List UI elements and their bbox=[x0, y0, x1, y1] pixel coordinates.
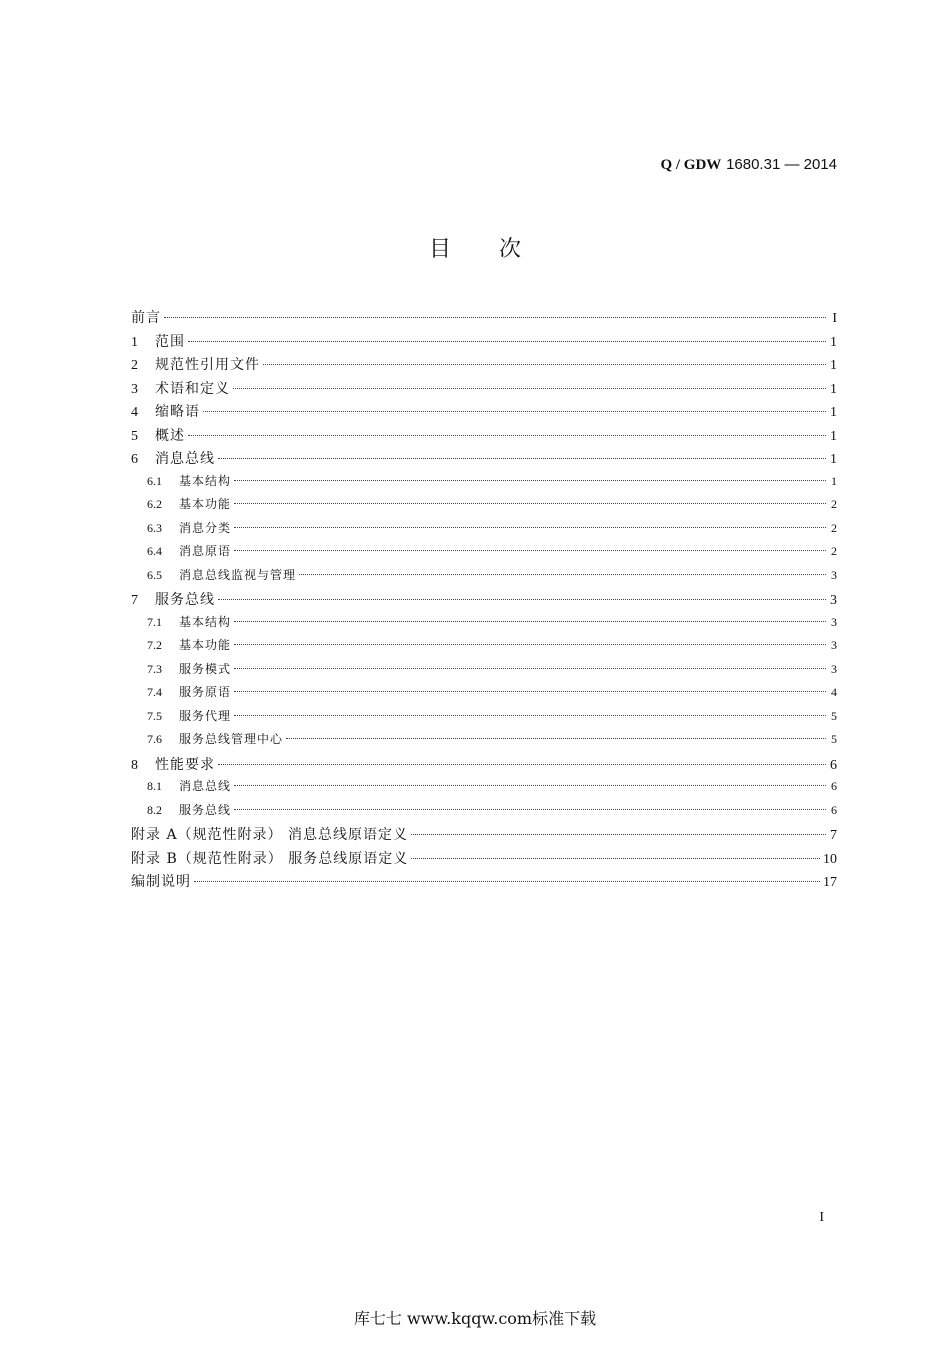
toc-entry[interactable] bbox=[131, 425, 837, 449]
toc-entry-number: 7.5 bbox=[147, 708, 162, 723]
toc-leader-dots bbox=[286, 738, 826, 739]
toc-leader-dots bbox=[234, 809, 826, 810]
toc-entry-page: 6 bbox=[831, 779, 837, 793]
toc-leader-dots bbox=[188, 341, 826, 342]
toc-entry-number: 8 bbox=[131, 757, 138, 773]
toc-entry-page: 5 bbox=[831, 732, 837, 746]
toc-entry[interactable] bbox=[131, 542, 837, 566]
toc-entry-label: 附录 A（规范性附录） 消息总线原语定义 bbox=[131, 827, 409, 843]
toc-entry-page: 1 bbox=[830, 381, 837, 397]
toc-entry-page: 5 bbox=[831, 708, 837, 723]
toc-leader-dots bbox=[234, 785, 826, 786]
toc-leader-dots bbox=[263, 364, 826, 365]
toc-entry-label: 规范性引用文件 bbox=[155, 357, 260, 373]
toc-leader-dots bbox=[234, 480, 826, 481]
toc-entry-number: 7.2 bbox=[147, 638, 162, 652]
toc-entry[interactable] bbox=[131, 824, 837, 848]
toc-entry[interactable] bbox=[131, 566, 837, 590]
page-number: I bbox=[819, 1210, 824, 1225]
table-of-contents bbox=[131, 307, 837, 895]
toc-entry[interactable] bbox=[131, 707, 837, 731]
toc-entry-page: 10 bbox=[823, 851, 837, 867]
toc-entry-number: 6.3 bbox=[147, 520, 162, 535]
toc-entry[interactable] bbox=[131, 777, 837, 801]
toc-entry-number: 6.5 bbox=[147, 567, 162, 582]
toc-entry-label: 前言 bbox=[131, 310, 161, 326]
toc-entry-page: 6 bbox=[831, 802, 837, 817]
toc-entry-page: I bbox=[832, 311, 837, 326]
toc-entry[interactable] bbox=[131, 613, 837, 637]
toc-leader-dots bbox=[234, 668, 826, 669]
toc-entry-label: 服务总线管理中心 bbox=[179, 732, 284, 746]
toc-entry-label: 缩略语 bbox=[155, 404, 200, 420]
toc-entry[interactable] bbox=[131, 871, 837, 895]
standard-code: Q / GDW bbox=[660, 157, 722, 173]
toc-entry[interactable] bbox=[131, 801, 837, 825]
toc-entry-label: 范围 bbox=[155, 333, 185, 350]
toc-leader-dots bbox=[203, 411, 826, 412]
toc-entry-number: 7 bbox=[131, 593, 138, 608]
toc-entry-number: 6 bbox=[131, 452, 138, 467]
toc-entry-page: 2 bbox=[831, 520, 837, 535]
toc-entry-label: 附录 B（规范性附录） 服务总线原语定义 bbox=[131, 850, 409, 867]
toc-entry-number: 7.4 bbox=[147, 685, 162, 699]
toc-entry-number: 5 bbox=[131, 428, 138, 444]
toc-leader-dots bbox=[234, 550, 826, 551]
toc-entry-page: 1 bbox=[830, 334, 837, 350]
toc-leader-dots bbox=[194, 881, 820, 882]
toc-entry-page: 7 bbox=[830, 828, 837, 843]
document-header bbox=[660, 155, 837, 174]
toc-entry-number: 7.1 bbox=[147, 614, 162, 629]
toc-entry-number: 3 bbox=[131, 381, 138, 397]
toc-entry-page: 3 bbox=[831, 638, 837, 652]
toc-entry-number: 7.3 bbox=[147, 661, 162, 676]
toc-leader-dots bbox=[188, 435, 826, 436]
toc-leader-dots bbox=[218, 599, 826, 600]
toc-entry-page: 2 bbox=[831, 544, 837, 558]
toc-entry-label: 服务总线 bbox=[155, 592, 215, 608]
toc-leader-dots bbox=[234, 691, 826, 692]
toc-entry-label: 消息分类 bbox=[179, 520, 232, 535]
toc-entry-label: 概述 bbox=[155, 427, 185, 444]
toc-leader-dots bbox=[299, 574, 826, 575]
toc-leader-dots bbox=[234, 503, 826, 504]
toc-entry-number: 8.2 bbox=[147, 802, 162, 817]
toc-entry-number: 1 bbox=[131, 334, 138, 350]
toc-leader-dots bbox=[234, 621, 826, 622]
toc-entry-page: 3 bbox=[831, 661, 837, 676]
toc-entry[interactable] bbox=[131, 683, 837, 707]
toc-entry-label: 消息总线监视与管理 bbox=[179, 567, 297, 582]
toc-entry[interactable] bbox=[131, 660, 837, 684]
toc-entry-page: 17 bbox=[823, 875, 837, 890]
toc-entry-label: 基本结构 bbox=[179, 473, 232, 488]
toc-entry-label: 基本结构 bbox=[179, 614, 232, 629]
toc-entry-number: 6.1 bbox=[147, 473, 162, 488]
toc-entry-page: 1 bbox=[831, 473, 837, 488]
toc-entry-number: 4 bbox=[131, 405, 138, 420]
toc-leader-dots bbox=[411, 858, 820, 859]
toc-entry-page: 6 bbox=[830, 757, 837, 773]
page-title: 目次 bbox=[428, 237, 569, 262]
standard-number: 1680.31 — 2014 bbox=[726, 156, 837, 173]
toc-entry-label: 消息总线 bbox=[155, 451, 215, 467]
toc-entry-label: 服务代理 bbox=[179, 708, 232, 723]
toc-entry-number: 2 bbox=[131, 358, 138, 373]
toc-entry-page: 3 bbox=[830, 593, 837, 608]
toc-entry-page: 3 bbox=[831, 567, 837, 582]
toc-entry[interactable] bbox=[131, 730, 837, 754]
toc-leader-dots bbox=[218, 458, 826, 459]
toc-leader-dots bbox=[234, 527, 826, 528]
toc-entry-label: 性能要求 bbox=[155, 756, 215, 773]
toc-entry[interactable] bbox=[131, 307, 837, 331]
toc-entry[interactable] bbox=[131, 448, 837, 472]
toc-entry-page: 4 bbox=[831, 685, 837, 699]
toc-leader-dots bbox=[234, 715, 826, 716]
toc-leader-dots bbox=[234, 644, 826, 645]
toc-entry[interactable] bbox=[131, 472, 837, 496]
toc-entry[interactable] bbox=[131, 589, 837, 613]
toc-entry-label: 消息总线 bbox=[179, 779, 232, 793]
toc-entry[interactable] bbox=[131, 848, 837, 872]
toc-entry[interactable] bbox=[131, 636, 837, 660]
toc-entry-label: 消息原语 bbox=[179, 544, 232, 558]
toc-entry-label: 服务模式 bbox=[179, 661, 232, 676]
toc-entry[interactable] bbox=[131, 354, 837, 378]
toc-entry-page: 2 bbox=[831, 497, 837, 511]
toc-leader-dots bbox=[164, 317, 826, 318]
toc-entry-number: 8.1 bbox=[147, 779, 162, 793]
toc-entry-page: 3 bbox=[831, 614, 837, 629]
toc-entry[interactable] bbox=[131, 401, 837, 425]
toc-entry-number: 6.2 bbox=[147, 497, 162, 511]
toc-entry[interactable] bbox=[131, 331, 837, 355]
toc-leader-dots bbox=[411, 834, 826, 835]
toc-leader-dots bbox=[233, 388, 826, 389]
toc-entry-label: 术语和定义 bbox=[155, 380, 230, 397]
toc-entry-label: 编制说明 bbox=[131, 874, 191, 890]
toc-entry[interactable] bbox=[131, 378, 837, 402]
toc-entry-page: 1 bbox=[830, 405, 837, 420]
toc-entry-page: 1 bbox=[830, 428, 837, 444]
toc-entry-label: 服务原语 bbox=[179, 685, 232, 699]
toc-entry[interactable] bbox=[131, 495, 837, 519]
toc-leader-dots bbox=[218, 764, 826, 765]
toc-entry-number: 7.6 bbox=[147, 732, 162, 746]
toc-entry-label: 服务总线 bbox=[179, 802, 232, 817]
toc-entry-label: 基本功能 bbox=[179, 497, 232, 511]
toc-entry[interactable] bbox=[131, 754, 837, 778]
toc-entry-label: 基本功能 bbox=[179, 638, 232, 652]
toc-entry-page: 1 bbox=[830, 358, 837, 373]
toc-entry-page: 1 bbox=[830, 452, 837, 467]
toc-entry[interactable] bbox=[131, 519, 837, 543]
toc-entry-number: 6.4 bbox=[147, 544, 162, 558]
footer-watermark: 库七七 www.kqqw.com标准下载 bbox=[353, 1309, 597, 1328]
